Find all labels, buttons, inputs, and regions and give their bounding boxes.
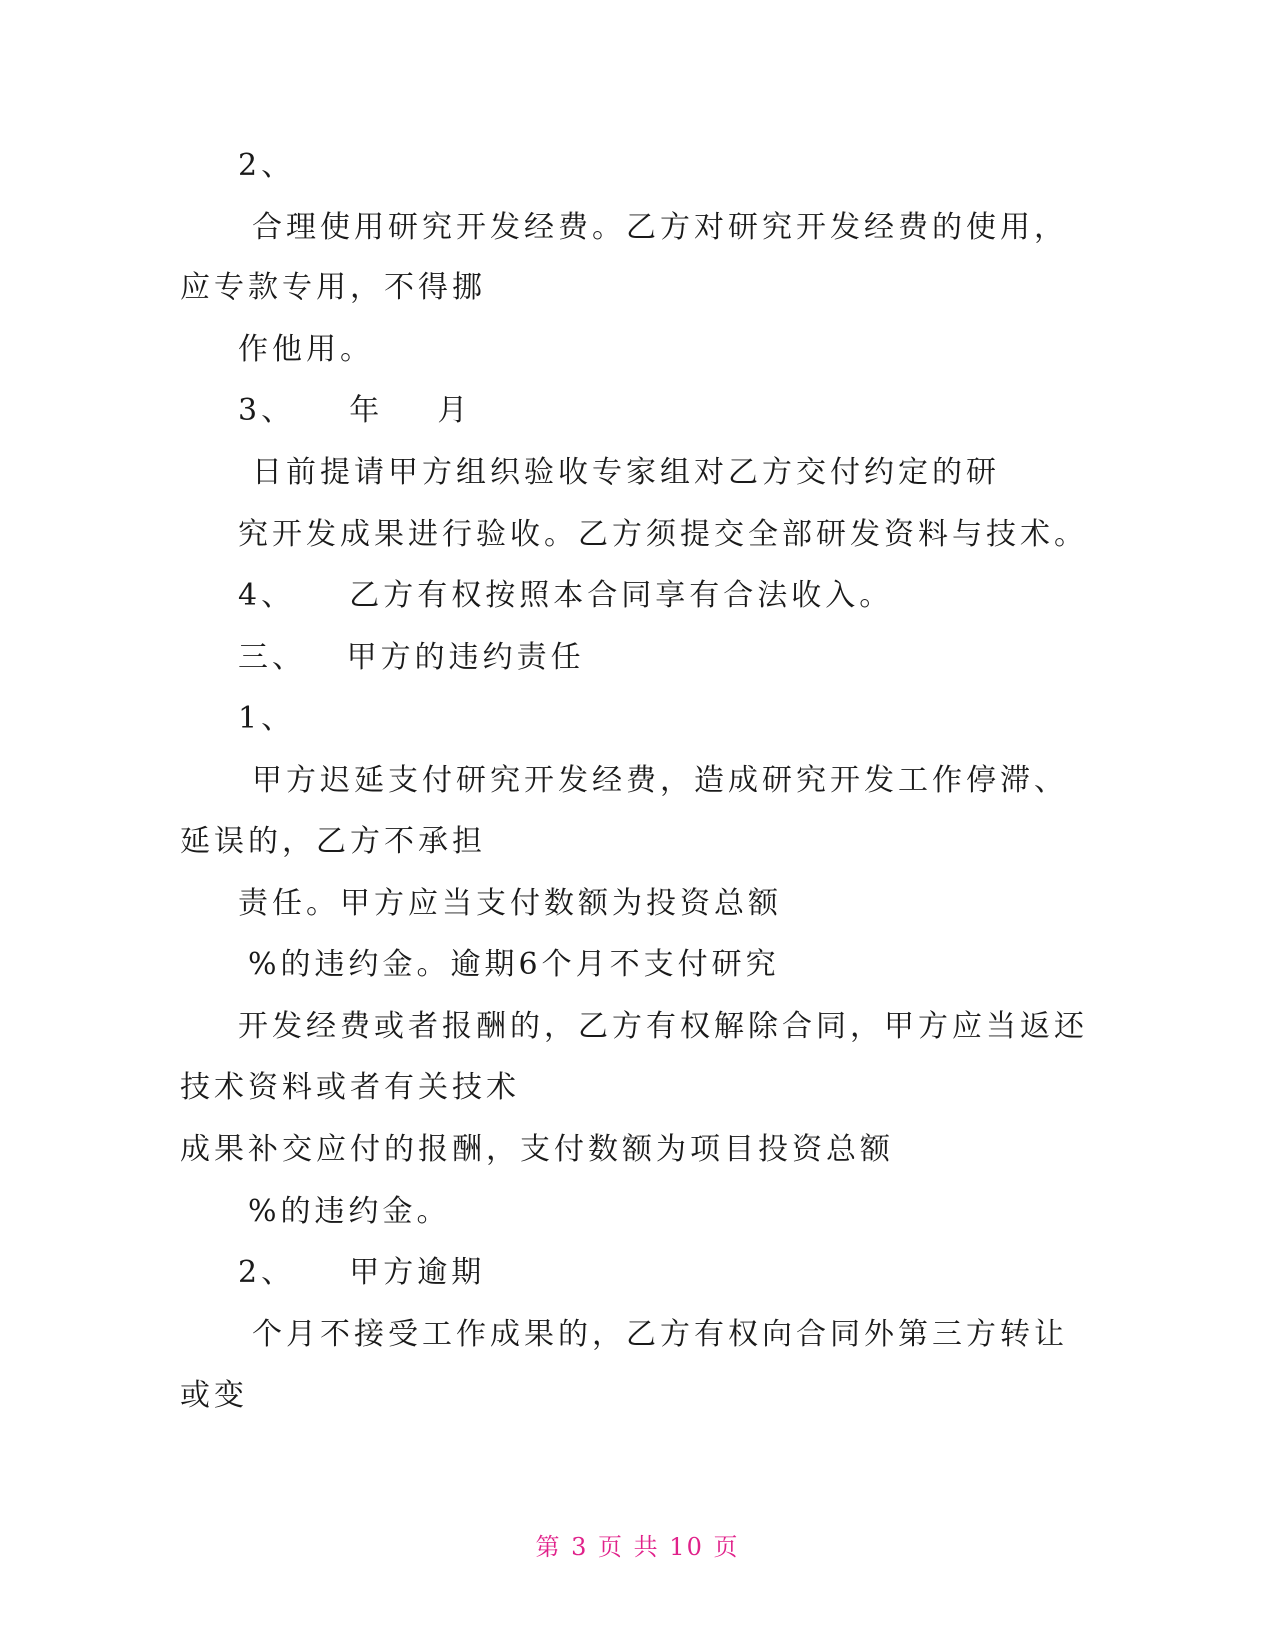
text-line: 开发经费或者报酬的，乙方有权解除合同，甲方应当返还 [238,1009,1088,1044]
text-line: 技术资料或者有关技术 [180,1070,520,1105]
text-line: 责任。甲方应当支付数额为投资总额 [238,886,782,921]
text-line: 日前提请甲方组织验收专家组对乙方交付约定的研 [252,455,1000,490]
text-line: 2、 甲方逾期 [238,1255,486,1290]
text-line: 甲方迟延支付研究开发经费，造成研究开发工作停滞、 [252,763,1068,798]
text-line: 成果补交应付的报酬，支付数额为项目投资总额 [180,1132,894,1167]
text-line: 4、 乙方有权按照本合同享有合法收入。 [238,578,894,613]
text-line: 或变 [180,1378,248,1413]
text-line: 应专款专用，不得挪 [180,270,486,305]
text-line: 2、 [238,148,296,183]
text-line: %的违约金。 [248,1194,451,1229]
page-number-footer: 第 3 页 共 10 页 [535,1533,740,1561]
text-line: 合理使用研究开发经费。乙方对研究开发经费的使用， [252,210,1068,245]
text-line: 个月不接受工作成果的，乙方有权向合同外第三方转让 [252,1317,1068,1352]
text-line: 3、 年 月 [238,393,472,428]
text-line: 作他用。 [238,332,374,367]
text-line: %的违约金。逾期6个月不支付研究 [248,947,780,982]
text-line: 延误的，乙方不承担 [180,824,486,859]
text-line: 1、 [238,701,296,736]
text-line: 三、 甲方的违约责任 [238,640,585,675]
text-line: 究开发成果进行验收。乙方须提交全部研发资料与技术。 [238,517,1088,552]
